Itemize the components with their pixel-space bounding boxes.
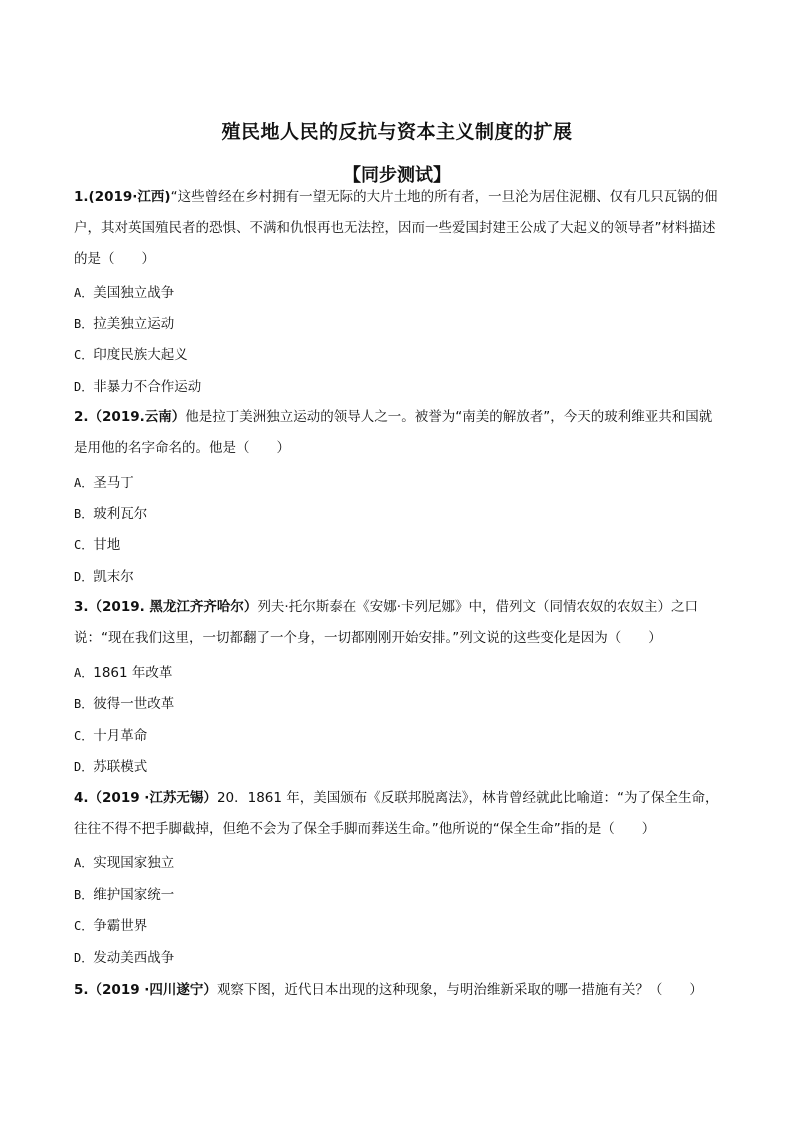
option-letter: A． [74,666,94,680]
option-text: 美国独立战争 [93,285,175,301]
question-number: 3. [74,599,89,615]
option-4a [74,853,714,873]
option-letter: C． [74,538,94,552]
option-letter: B． [74,317,94,331]
option-2d [74,567,714,587]
question-number: 2. [74,409,89,425]
question-2 [74,402,724,464]
option-text: 争霸世界 [93,918,148,934]
option-letter: A． [74,286,94,300]
option-letter: B． [74,697,94,711]
question-number: 1. [74,189,89,205]
option-4c [74,916,714,936]
question-text: 观察下图，近代日本出现的这种现象，与明治维新采取的哪一措施有关？（ ） [216,982,703,998]
option-letter: D． [74,570,94,584]
option-4b [74,885,714,905]
question-source: （2019 ·四川遂宁） [88,982,217,998]
option-text: 十月革命 [93,728,148,744]
question-1 [74,182,724,275]
option-letter: D． [74,760,94,774]
option-3b [74,694,714,714]
option-text: 1861 年改革 [93,665,173,681]
option-1a [74,283,714,303]
option-text: 印度民族大起义 [93,347,188,363]
option-2b [74,504,714,524]
question-text: 他是拉丁美洲独立运动的领导人之一。被誉为“南美的解放者”，今天的玻利维亚共和国就是用他的名字命名的。他是（ ） [74,409,713,456]
question-5 [74,975,724,1006]
question-4 [74,783,724,845]
option-3d [74,757,714,777]
option-1d [74,377,714,397]
option-text: 彼得一世改革 [93,696,175,712]
option-3c [74,726,714,746]
option-text: 实现国家独立 [93,855,175,871]
option-text: 凯末尔 [93,569,134,585]
option-text: 苏联模式 [93,759,148,775]
question-text: 20．1861 年，美国颁布《反联邦脱离法》，林肯曾经就此比喻道：“为了保全生命，往往不得不把手脚截掉，但绝不会为了保全手脚而葬送生命。”他所说的“保全生命”指的是（ ） [74,790,719,837]
option-letter: C． [74,919,94,933]
question-source: (2019·江西) [88,189,171,205]
option-text: 拉美独立运动 [93,316,175,332]
question-source: （2019. 黑龙江齐齐哈尔） [88,599,258,615]
option-text: 非暴力不合作运动 [93,379,202,395]
option-letter: C． [74,348,94,362]
question-text: 列夫·托尔斯泰在《安娜·卡列尼娜》中，借列文（同情农奴的农奴主）之口说：“现在我们这里，一切都翻了一个身，一切都刚刚开始安排。”列文说的这些变化是因为（ ） [74,599,699,646]
question-3 [74,592,724,654]
option-2a [74,473,714,493]
option-letter: C． [74,729,94,743]
option-letter: B． [74,507,94,521]
question-text: “这些曾经在乡村拥有一望无际的大片土地的所有者，一旦沦为居住泥棚、仅有几只瓦锅的佃户，其对英国殖民者的恐惧、不满和仇恨再也无法控，因而一些爱国封建王公成了大起义的领导者”材料描述的是（ ） [74,189,718,267]
option-letter: D． [74,951,94,965]
option-4d [74,948,714,968]
question-source: （2019.云南） [88,409,186,425]
option-text: 发动美西战争 [93,950,175,966]
option-1c [74,345,714,365]
question-number: 5. [74,982,89,998]
option-letter: D． [74,380,94,394]
option-2c [74,535,714,555]
page-title: 殖民地人民的反抗与资本主义制度的扩展 [221,120,573,143]
option-1b [74,314,714,334]
question-number: 4. [74,790,89,806]
option-letter: B． [74,888,94,902]
option-text: 圣马丁 [93,475,134,491]
option-letter: A． [74,476,94,490]
question-source: （2019 ·江苏无锡） [88,790,217,806]
option-text: 维护国家统一 [93,887,175,903]
option-letter: A． [74,856,94,870]
option-text: 甘地 [93,537,121,553]
option-text: 玻利瓦尔 [93,506,148,522]
section-heading: 【同步测试】 [343,164,451,186]
option-3a [74,663,714,683]
